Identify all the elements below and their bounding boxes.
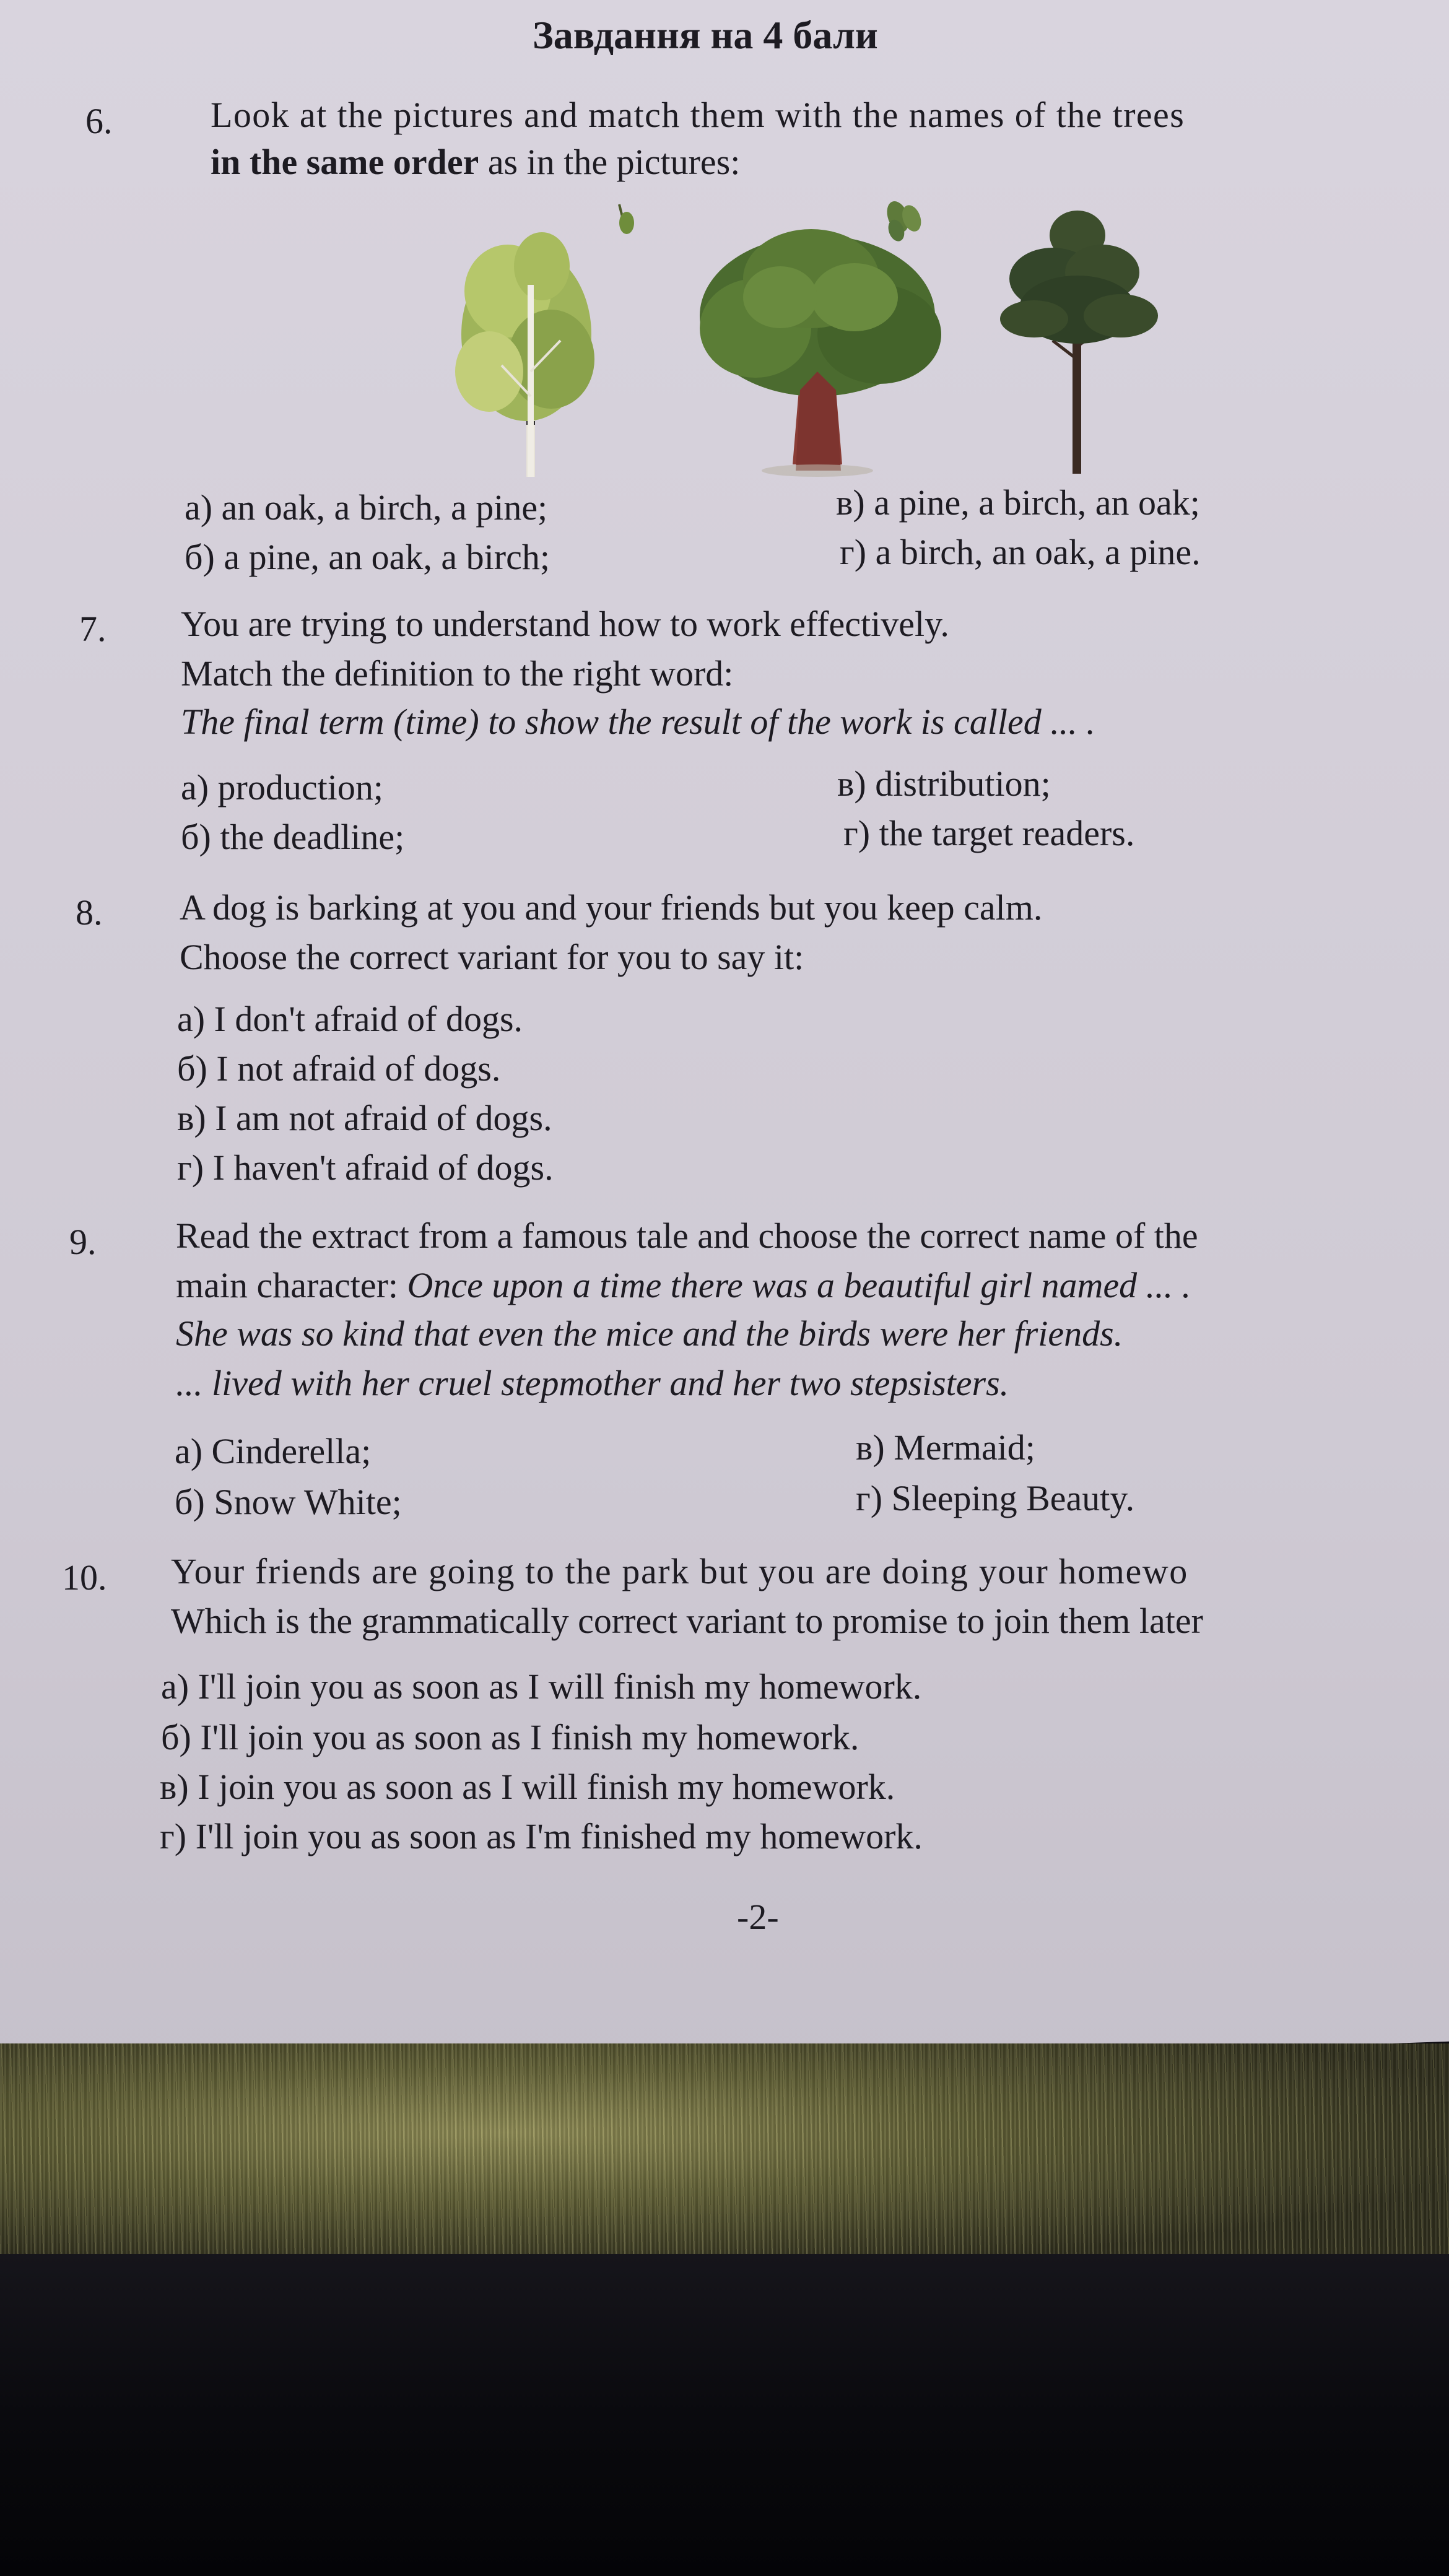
question-text (176, 1264, 1191, 1306)
tree-pictures (433, 186, 1214, 477)
answer-option: а) I'll join you as soon as I will finish my homework. (161, 1666, 922, 1707)
answer-option: г) Sleeping Beauty. (856, 1478, 1135, 1518)
page-number: -2- (737, 1897, 779, 1937)
answer-option: в) I join you as soon as I will finish my homework. (160, 1767, 895, 1807)
answer-option: б) Snow White; (175, 1482, 402, 1522)
question-text: Read the extract from a famous tale and choose the correct name of the (176, 1216, 1198, 1256)
question-text-plain: main character: (176, 1265, 407, 1305)
question-text: Your friends are going to the park but you are doing your homewo (171, 1551, 1188, 1591)
answer-option: в) distribution; (837, 764, 1051, 804)
answer-option: а) I don't afraid of dogs. (177, 999, 523, 1039)
tablecloth-texture (0, 2043, 1449, 2266)
question-number: 8. (76, 892, 103, 933)
answer-option: б) the deadline; (181, 817, 405, 857)
question-number: 7. (79, 609, 107, 649)
answer-option: г) I haven't afraid of dogs. (177, 1147, 554, 1188)
answer-option: г) the target readers. (843, 813, 1135, 853)
answer-option: б) a pine, an oak, a birch; (185, 537, 550, 577)
answer-option: в) I am not afraid of dogs. (177, 1098, 552, 1138)
birch-tree-icon (455, 204, 634, 477)
answer-option: б) I not afraid of dogs. (177, 1048, 501, 1089)
answer-option: в) a pine, a birch, an oak; (836, 482, 1200, 523)
definition-text: The final term (time) to show the result of the work is called ... . (181, 702, 1095, 742)
question-number: 9. (69, 1222, 97, 1262)
answer-option: а) production; (181, 767, 383, 807)
pine-tree-icon (1000, 211, 1158, 474)
question-text: A dog is barking at you and your friends but you keep calm. (180, 887, 1043, 928)
answer-option: а) Cinderella; (175, 1431, 372, 1471)
answer-option: г) a birch, an oak, a pine. (840, 532, 1201, 572)
dark-background (0, 2254, 1449, 2576)
tale-extract: ... lived with her cruel stepmother and her two stepsisters. (176, 1363, 1009, 1403)
oak-tree-icon (700, 194, 941, 477)
answer-option: г) I'll join you as soon as I'm finished my homework. (160, 1816, 923, 1856)
question-number: 10. (62, 1557, 107, 1598)
answer-option: а) an oak, a birch, a pine; (185, 487, 548, 528)
answer-option: в) Mermaid; (856, 1427, 1035, 1468)
question-number: 6. (85, 101, 113, 141)
question-text: Match the definition to the right word: (181, 653, 734, 694)
tale-extract: Once upon a time there was a beautiful girl named ... . (407, 1265, 1191, 1305)
answer-option: б) I'll join you as soon as I finish my homework. (161, 1717, 859, 1757)
question-text: Look at the pictures and match them with the names of the trees (211, 95, 1185, 135)
question-text: You are trying to understand how to work effectively. (181, 604, 949, 644)
emphasis-text: in the same order (211, 142, 479, 182)
question-text-rest: as in the pictures: (479, 142, 741, 182)
question-text (211, 141, 740, 183)
question-text: Which is the grammatically correct variant to promise to join them later (171, 1601, 1203, 1641)
tale-extract: She was so kind that even the mice and the birds were her friends. (176, 1313, 1123, 1354)
section-heading: Завдання на 4 бали (533, 13, 878, 57)
question-text: Choose the correct variant for you to say it: (180, 937, 804, 977)
